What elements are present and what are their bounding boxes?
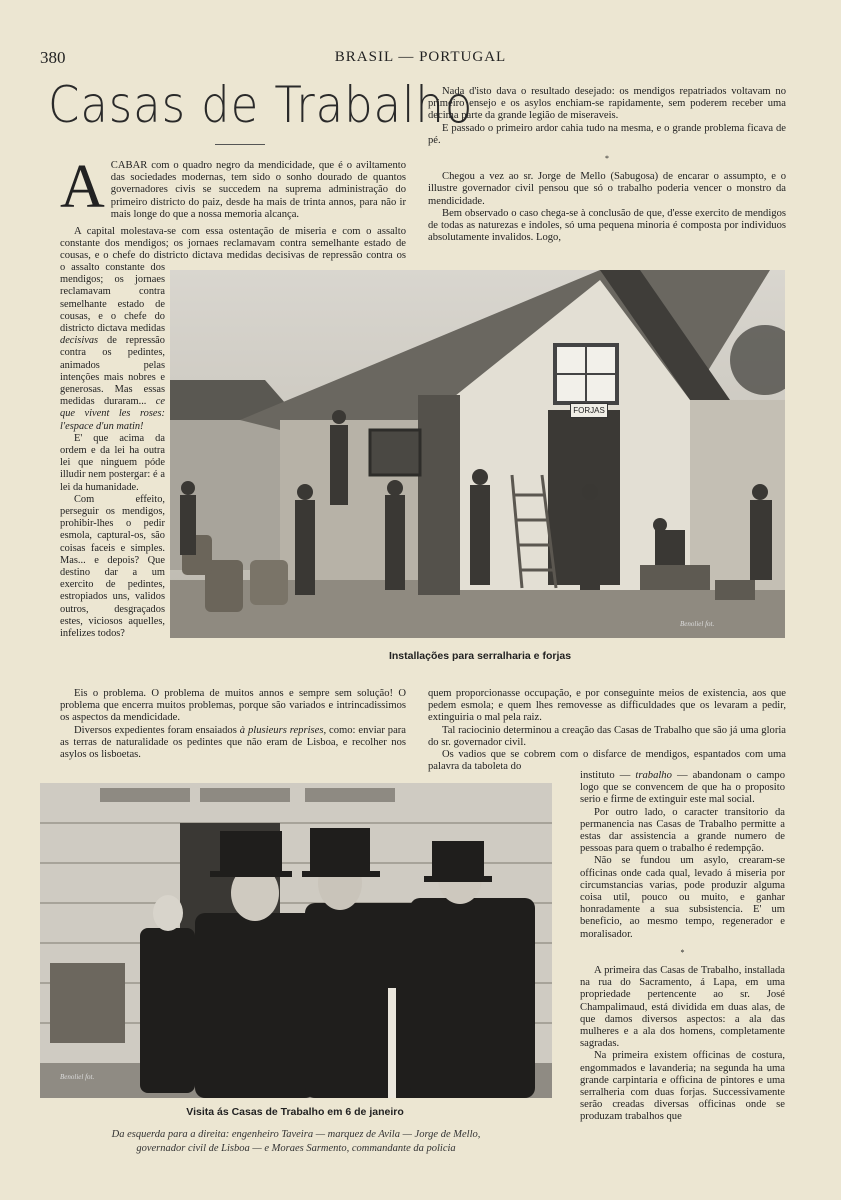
forjas-sign: FORJAS (570, 403, 608, 418)
paragraph: A capital molestava-se com essa ostentação de miseria e com o assalto constante dos mendigos; os jornaes reclamavam contra semelhante estado de cousas, e o chefe do districto dictava medidas decisivas de repressão contra os (60, 226, 406, 262)
paragraph: Chegou a vez ao sr. Jorge de Mello (Sabugosa) de encarar o assumpto, e o illustre governador civil pensou que só o trabalho poderia vencer o monstro da mendicidade. (428, 171, 786, 207)
paragraph: Com effeito, perseguir os mendigos, prohibir-lhes o pedir esmola, captural-os, são coisas faceis e simples. Mas... e depois? Que destino dar a um exercito de pedintes, estropiados uns, validos outros, desgraçados estes, viciosos aquelles, infelizes todos? (60, 493, 165, 640)
paragraph: CABAR com o quadro negro da mendicidade, que é o aviltamento das sociedades modernas, tem sido o sonho dourado de quantos governadores civis se succedem na suprema administração do primeiro districto do paiz, desde ha mais de trinta annos, para não ir mais longe do que a nossa memoria alcança. (110, 160, 406, 220)
paragraph: Tal raciocinio determinou a creação das Casas de Trabalho que são já uma gloria do sr. governador civil. (428, 724, 786, 748)
left-intro-column (60, 153, 406, 221)
paragraph: A primeira das Casas de Trabalho, installada na rua do Sacramento, á Lapa, em uma propriedade pertencente ao sr. José Champalimaud, está dividida em duas alas, de que damos diversos aspectos: a ala das mulheres e a ala dos homens, completamente sagradas. (580, 965, 785, 1050)
paragraph: instituto — trabalho — abandonam o campo logo que se convencem de que ha o proposito serio e firme de extinguir este mal social. (580, 770, 786, 806)
left-wide-column (60, 226, 406, 262)
section-divider: * (605, 154, 609, 164)
headline-rule (215, 144, 265, 145)
workshop-photo (170, 270, 785, 638)
paragraph: E passado o primeiro ardor cahia tudo na mesma, e o grande problema ficava de pé. (428, 122, 786, 146)
paragraph: Os vadios que se cobrem com o disfarce de mendigos, espantados com uma palavra da taboleta do (428, 749, 786, 773)
paragraph: quem proporcionasse occupação, e por conseguinte meios de existencia, aos que pedem esmola; e quem lhes removesse as difficuldades que os levaram a pedir, extinguiria o mal pela raiz. (428, 688, 786, 724)
paragraph: Diversos expedientes foram ensaiados à plusieurs reprises, como: enviar para as terras de naturalidade os pedintes que não eram de Lisboa, e recolher nos asylos os lisboetas. (60, 724, 406, 761)
mid-right-column (428, 688, 786, 773)
photo2-subcaption-1: Da esquerda para a direita: engenheiro Taveira — marquez de Avila — Jorge de Mello, (111, 1129, 481, 1140)
photo2-caption: Visita ás Casas de Trabalho em 6 de janeiro (186, 1106, 404, 1118)
photo1-caption: Installações para serralharia e forjas (388, 650, 572, 662)
photo2-subcaption-2: governador civil de Lisboa — e Moraes Sarmento, commandante da policia (136, 1143, 456, 1154)
paragraph: Não se fundou um asylo, crearam-se officinas onde cada qual, levado á miseria por circumstancias varias, pode produzir alguma coisa util, pouco ou muito, e ganhar honradamente a sua subsistencia. E' um beneficio, ao mesmo tempo, regenerador e moralisador. (580, 855, 785, 940)
magazine-title: BRASIL — PORTUGAL (334, 49, 507, 65)
drop-cap: A (60, 153, 105, 221)
left-narrow-column (60, 262, 165, 640)
visit-photo (40, 783, 552, 1098)
section-divider: * (680, 947, 685, 957)
visit-photo-illustration (40, 783, 552, 1098)
paragraph: Nada d'isto dava o resultado desejado: os mendigos repatriados voltavam no primeiro ensejo e os asylos enchiam-se rapidamente, sem poderem receber uma decima parte da grande legião de miseraveis. (428, 86, 786, 122)
mid-left-column (60, 688, 406, 761)
paragraph: Eis o problema. O problema de muitos annos e sempre sem solução! O problema que encerra muitos problemas, porque são variados e intrincadissimos os aspectos da mendicidade. (60, 688, 406, 724)
paragraph: Na primeira existem officinas de costura, engommados e lavanderia; na segunda ha uma grande carpintaria e officina de pintores e uma serralheria com duas forjas. Successivamente serão creadas diversas officinas onde se produzam trabalhos que (580, 1050, 785, 1123)
article-headline: Casas de Trabalho (48, 76, 474, 134)
right-bottom-column (580, 770, 785, 1124)
paragraph: Bem observado o caso chega-se à conclusão de que, d'esse exercito de mendigos de todas as naturezas e indoles, só uma pequena minoria é composta por individuos absolutamente invalidos. Logo, (428, 207, 786, 244)
photographer-signature: Benoliel fot. (60, 1073, 95, 1081)
photographer-signature: Benoliel fot. (680, 620, 715, 628)
paragraph: o assalto constante dos mendigos; os jornaes reclamavam contra semelhante estado de cousas, e o chefe do districto dictava medidas decisivas de repressão contra os pedintes, animados pelas intenções mais nobres e generosas. Mas essas medidas duraram... ce que vivent les roses: l'espace d'un matin! (60, 262, 165, 432)
page-number: 380 (40, 48, 66, 67)
right-top-column (428, 86, 786, 244)
paragraph: E' que acima da ordem e da lei ha outra lei que ninguem póde illudir nem postergar: é a lei da humanidade. (60, 432, 165, 493)
workshop-photo-illustration (170, 270, 785, 638)
paragraph: Por outro lado, o caracter transitorio da permanencia nas Casas de Trabalho permitte a estas dar assistencia a grande numero de pessoas para quem o trabalho é redempção. (580, 806, 785, 855)
